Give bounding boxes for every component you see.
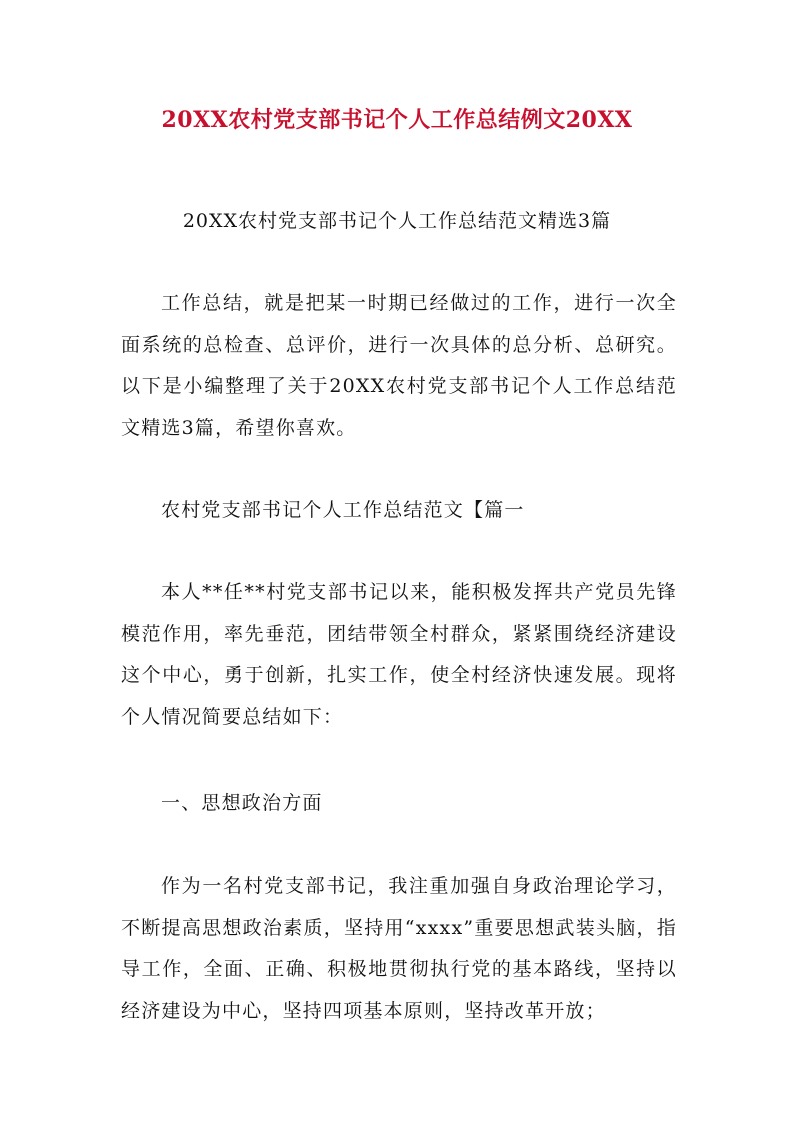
document-subtitle: 20XX农村党支部书记个人工作总结范文精选3篇 xyxy=(182,210,612,232)
body-paragraph-1: 本人**任**村党支部书记以来，能积极发挥共产党员先锋模范作用，率先垂范，团结带领全村群众，紧紧围绕经济建设这个中心，勇于创新，扎实工作，使全村经济快速发展。现将个人情况简要总结如下： xyxy=(121,581,677,728)
document-title: 20XX农村党支部书记个人工作总结例文20XX xyxy=(161,107,633,133)
body-paragraph-2: 作为一名村党支部书记，我注重加强自身政治理论学习，不断提高思想政治素质，坚持用“xxxx”重要思想武装头脑，指导工作，全面、正确、积极地贯彻执行党的基本路线，坚持以经济建设为中心，坚持四项基本原则，坚持改革开放； xyxy=(121,875,677,1022)
intro-paragraph: 工作总结，就是把某一时期已经做过的工作，进行一次全面系统的总检查、总评价，进行一次具体的总分析、总研究。以下是小编整理了关于20XX农村党支部书记个人工作总结范文精选3篇，希望你喜欢。 xyxy=(121,292,677,439)
subheading-ideology-politics: 一、思想政治方面 xyxy=(161,792,323,814)
section-heading: 农村党支部书记个人工作总结范文【篇一 xyxy=(161,499,525,521)
